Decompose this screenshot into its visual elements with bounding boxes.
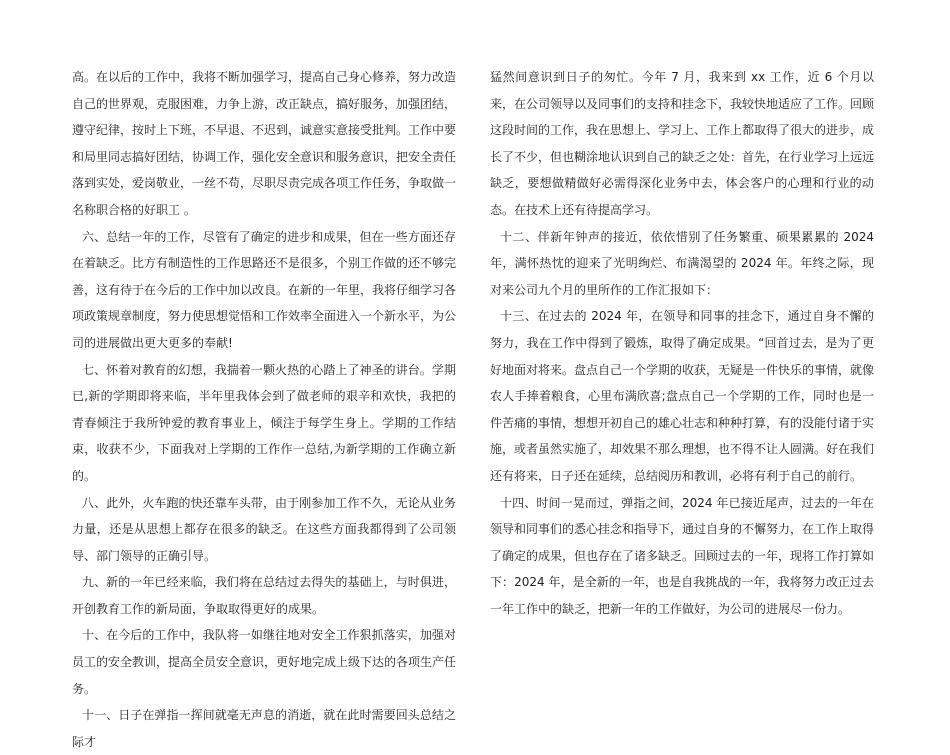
paragraph-7: 七、怀着对教育的幻想，我揣着一颗火热的心踏上了神圣的讲台。学期已,新的学期即将来临，半年里我体会到了做老师的艰辛和欢快，我把的青春倾注于我所钟爱的教育事业上，倾注于每学生身上。学期的工作结束，收获不少，下面我对上学期的工作作一总结,为新学期的工作确立新的。: [72, 362, 456, 483]
right-column: [490, 64, 874, 622]
paragraph-8: 八、此外，火车跑的快还靠车头带，由于刚参加工作不久，无论从业务力量，还是从思想上都存在很多的缺乏。在这些方面我都得到了公司领导、部门领导的正确引导。: [72, 495, 456, 563]
paragraph-continuation: 高。在以后的工作中，我将不断加强学习，提高自己身心修养，努力改造自己的世界观，克服困难，力争上游，改正缺点，搞好服务，加强团结，遵守纪律，按时上下班，不早退、不迟到，诚意实意接受批判。工作中要和局里同志搞好团结，协调工作，强化安全意识和服务意识，把安全责任落到实处，爱岗敬业，一丝不苟，尽职尽责完成各项工作任务，争取做一名称职合格的好职工 。: [72, 70, 457, 217]
left-column: [72, 64, 456, 755]
paragraph-10: 十、在今后的工作中，我队将一如继往地对安全工作狠抓落实，加强对员工的安全教训，提高全员安全意识，更好地完成上级下达的各项生产任务。: [72, 628, 457, 696]
paragraph-13: 十三、在过去的 2024 年，在领导和同事的挂念下，通过自身不懈的努力，我在工作中得到了锻炼，取得了确定成果。“回首过去，是为了更好地面对将来。盘点自己一个学期的收获，无疑是一件快乐的事情，就像农人手捧着粮食，心里布满欣喜;盘点自己一个学期的工作，同时也是一件苦痛的事情，想想开初自己的雄心壮志和种种打算，有的没能付诸于实施，或者虽然实施了，却效果不那么理想，也不得不让人圆满。好在我们还有将来，日子还在延续，总结阅历和教训，必将有利于自己的前行。: [490, 309, 875, 483]
paragraph-6: 六、总结一年的工作，尽管有了确定的进步和成果，但在一些方面还存在着缺乏。比方有制造性的工作思路还不是很多，个别工作做的还不够完善，这有待于在今后的工作中加以改良。在新的一年里，我将仔细学习各项政策规章制度，努力使思想觉悟和工作效率全面进入一个新水平，为公司的进展做出更大更多的奉献!: [72, 229, 457, 350]
paragraph-9: 九、新的一年已经来临，我们将在总结过去得失的基础上，与时俱进，开创教育工作的新局面，争取取得更好的成果。: [72, 575, 456, 616]
paragraph-12: 十二、伴新年钟声的接近，依依惜别了任务繁重、硕果累累的 2024 年，满怀热忱的迎来了光明绚烂、布满渴望的 2024 年。年终之际，现对来公司九个月的里所作的工作汇报如下：: [490, 229, 874, 297]
paragraph-11-continuation: 猛然间意识到日子的匆忙。今年 7 月，我来到 xx 工作，近 6 个月以来，在公司领导以及同事们的支持和挂念下，我较快地适应了工作。回顾这段时间的工作，我在思想上、学习上、工作上都取得了很大的进步，成长了不少，但也糊涂地认识到自己的缺乏之处：首先，在行业学习上远远缺乏，要想做精做好必需得深化业务中去，体会客户的心理和行业的动态。在技术上还有待提高学习。: [490, 70, 875, 217]
paragraph-14: 十四、时间一晃而过，弹指之间，2024 年已接近尾声，过去的一年在领导和同事们的悉心挂念和指导下，通过自身的不懈努力，在工作上取得了确定的成果，但也存在了诸多缺乏。回顾过去的一年，现将工作打算如下：2024 年，是全新的一年，也是自我挑战的一年，我将努力改正过去一年工作中的缺乏，把新一年的工作做好，为公司的进展尽一份力。: [490, 495, 875, 616]
paragraph-11: 十一、日子在弹指一挥间就毫无声息的消逝，就在此时需要回头总结之际才: [72, 708, 456, 749]
